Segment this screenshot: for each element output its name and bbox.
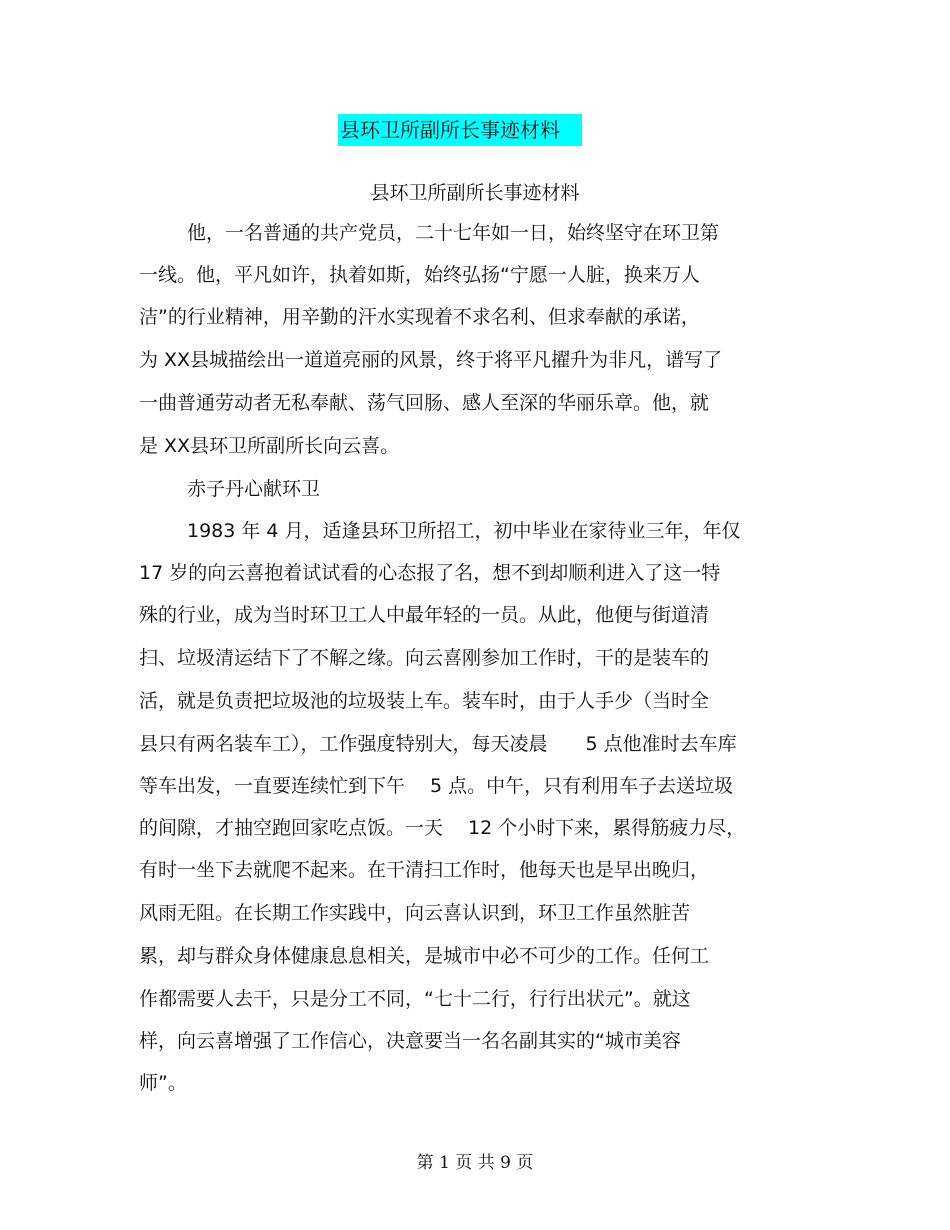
paragraph-line: 是 XX县环卫所副所长向云喜。 bbox=[139, 435, 400, 457]
paragraph-line: 他，一名普通的共产党员，二十七年如一日，始终坚守在环卫第 bbox=[187, 222, 720, 244]
section-heading: 赤子丹心献环卫 bbox=[187, 478, 321, 500]
document-title: 县环卫所副所长事迹材料 bbox=[338, 114, 582, 146]
paragraph-line: 扫、垃圾清运结下了不解之缘。向云喜刚参加工作时，干的是装车的 bbox=[139, 647, 710, 669]
paragraph-line: 一线。他，平凡如许，执着如斯，始终弘扬“宁愿一人脏，换来万人 bbox=[139, 264, 700, 286]
paragraph-line: 17 岁的向云喜抱着试试看的心态报了名，想不到却顺利进入了这一特 bbox=[139, 562, 721, 584]
paragraph-line: 一曲普通劳动者无私奉献、荡气回肠、感人至深的华丽乐章。他，就 bbox=[139, 392, 710, 414]
paragraph-line: 有时一坐下去就爬不起来。在干清扫工作时，他每天也是早出晚归， bbox=[139, 859, 710, 881]
paragraph-line: 样，向云喜增强了工作信心，决意要当一名名副其实的“城市美容 bbox=[139, 1030, 681, 1052]
paragraph-line: 洁”的行业精神，用辛勤的汗水实现着不求名利、但求奉献的承诺， bbox=[139, 306, 700, 328]
paragraph-line: 累，却与群众身体健康息息相关，是城市中必不可少的工作。任何工 bbox=[139, 945, 710, 967]
paragraph-line: 为 XX县城描绘出一道道亮丽的风景，终于将平凡擢升为非凡，谱写了 bbox=[139, 349, 723, 371]
document-subtitle: 县环卫所副所长事迹材料 bbox=[370, 182, 580, 204]
page-footer: 第 1 页 共 9 页 bbox=[416, 1153, 534, 1173]
paragraph-line: 作都需要人去干，只是分工不同，“七十二行，行行出状元”。就这 bbox=[139, 988, 691, 1010]
paragraph-line: 殊的行业，成为当时环卫工人中最年轻的一员。从此，他便与街道清 bbox=[139, 604, 710, 626]
paragraph-line: 活，就是负责把垃圾池的垃圾装上车。装车时，由于人手少（当时全 bbox=[139, 690, 710, 712]
paragraph-line: 风雨无阻。在长期工作实践中，向云喜认识到，环卫工作虽然脏苦 bbox=[139, 902, 691, 924]
paragraph-line: 的间隙，才抽空跑回家吃点饭。一天 12 个小时下来，累得筋疲力尽， bbox=[139, 817, 746, 839]
paragraph-line: 1983 年 4 月，适逢县环卫所招工，初中毕业在家待业三年，年仅 bbox=[187, 520, 741, 542]
paragraph-line: 县只有两名装车工），工作强度特别大，每天凌晨 5 点他准时去车库 bbox=[139, 733, 737, 755]
paragraph-line: 等车出发，一直要连续忙到下午 5 点。中午，只有利用车子去送垃圾 bbox=[139, 775, 734, 797]
paragraph-line: 师”。 bbox=[139, 1072, 187, 1094]
